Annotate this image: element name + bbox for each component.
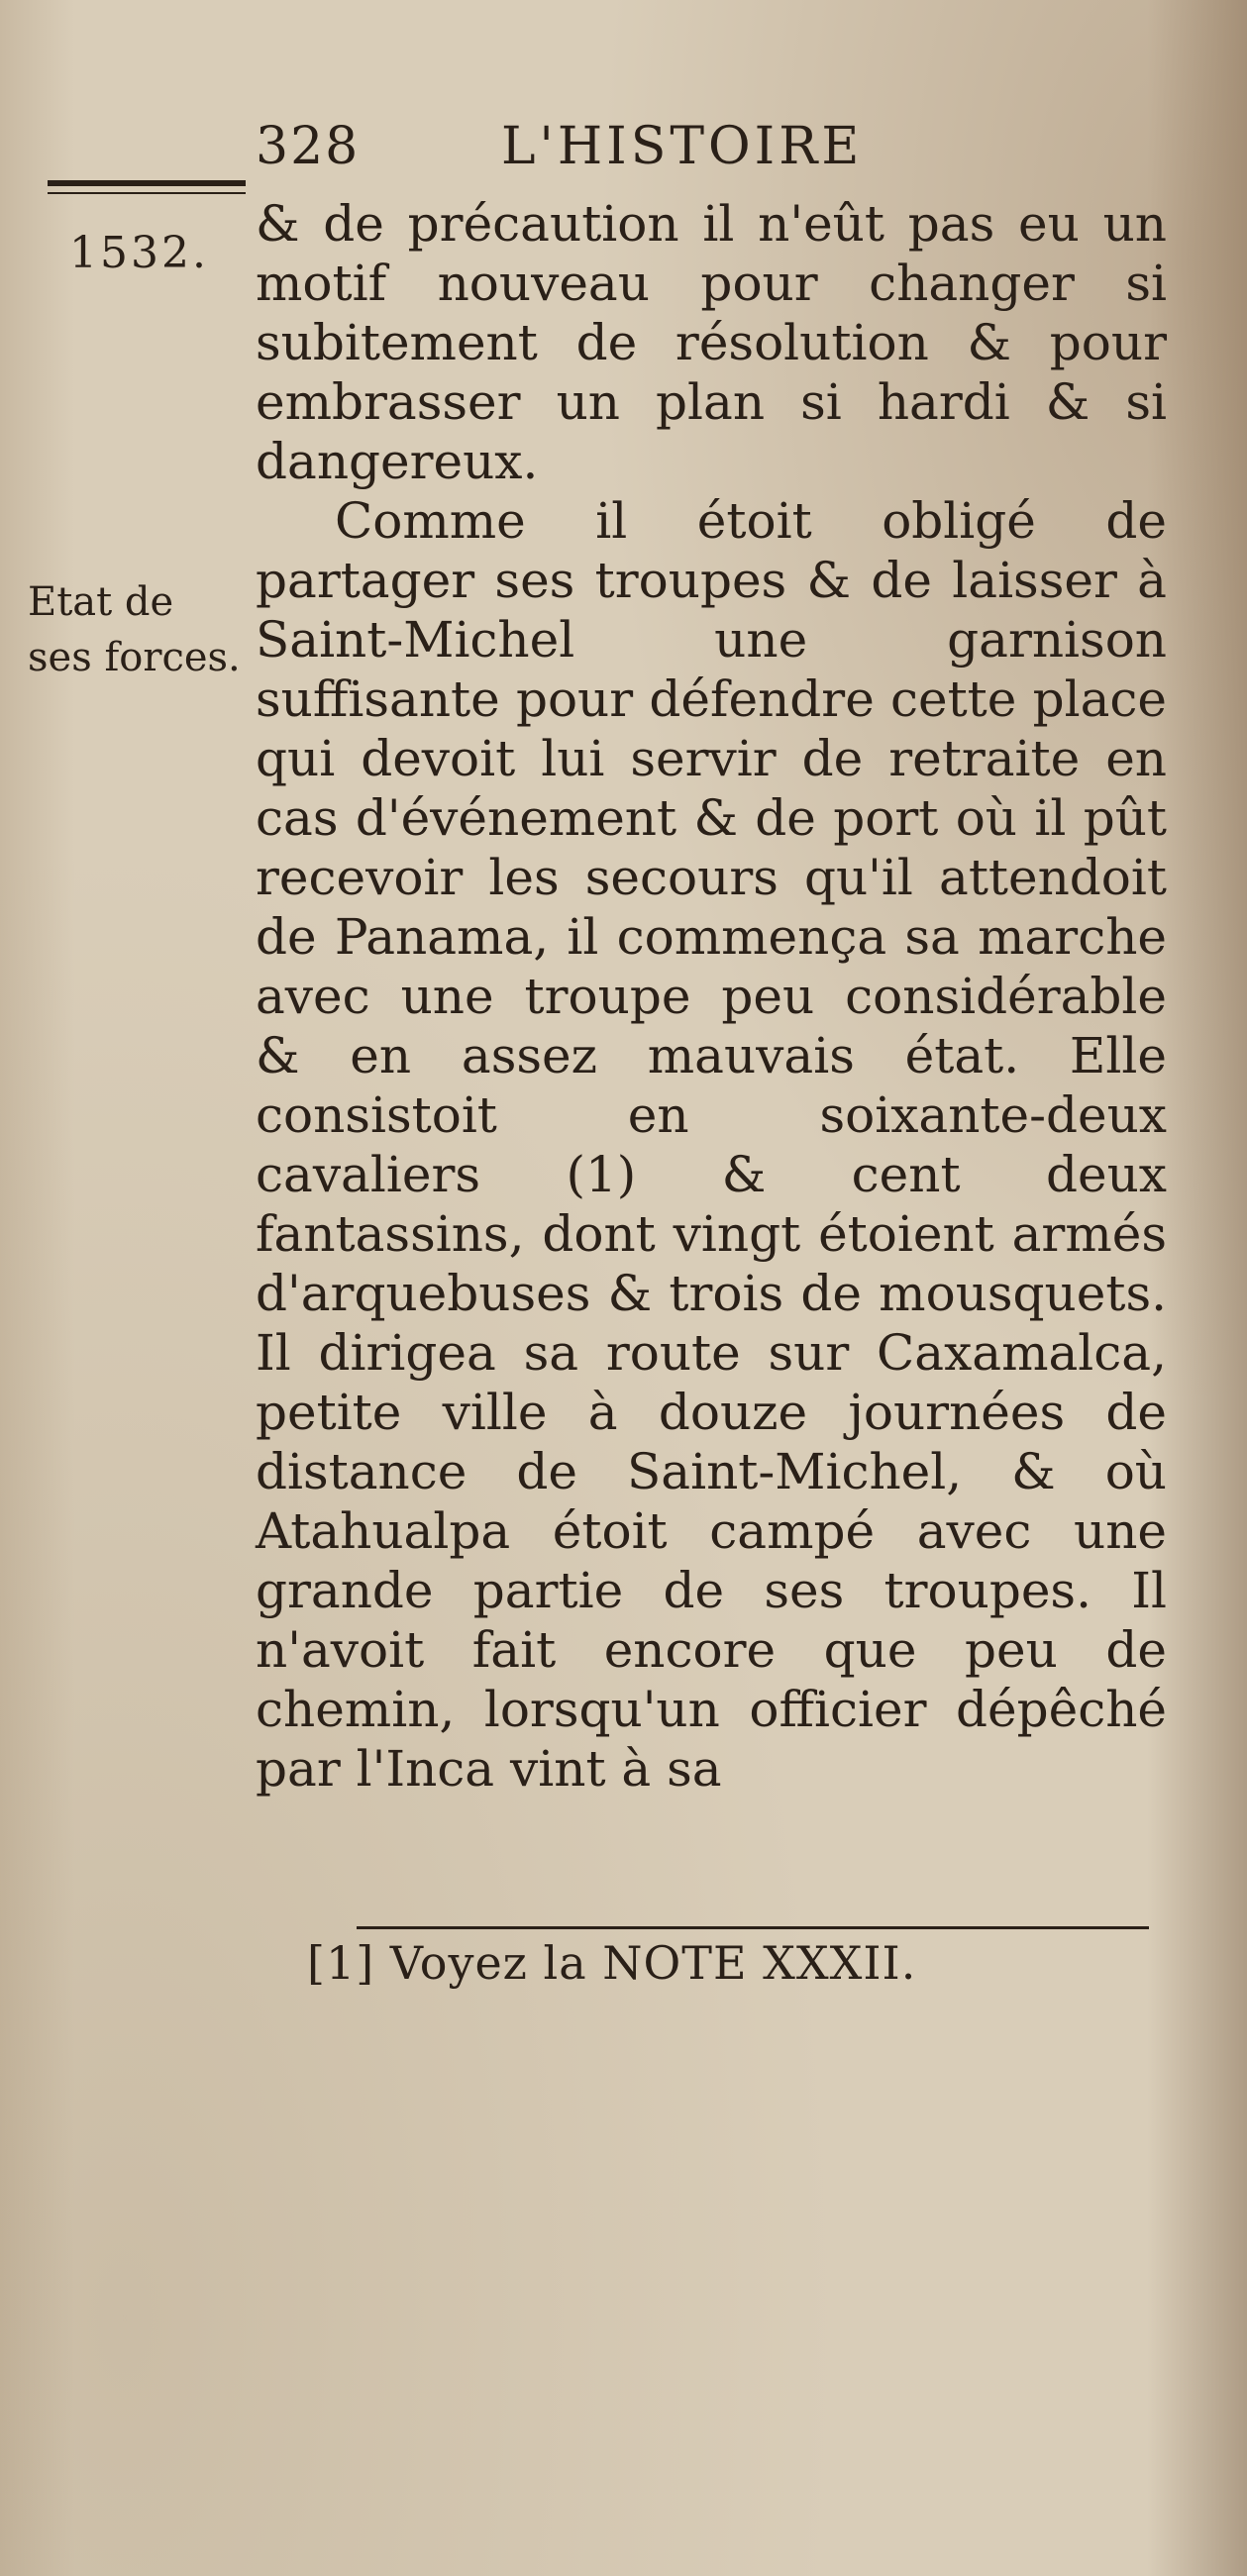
paragraph-2: Comme il étoit obligé de partager ses troupes & de laisser à Saint-Michel une garnison suffisante pour défendre cette place qui devoit lui servir de retraite en cas d'événement & de port où il pût recevoir les secours qu'il attendoit de Panama, il commença sa marche avec une troupe peu considérable & en assez mauvais état. Elle consistoit en soixante-deux cavaliers (1) & cent deux fantassins, dont vingt étoient armés d'arquebuses & trois de mousquets. Il dirigea sa route sur Caxamalca, petite ville à douze journées de distance de Saint-Michel, & où Atahualpa étoit campé avec une grande partie de ses troupes. Il n'avoit fait encore que peu de chemin, lorsqu'un officier dépêché par l'Inca vint à sa	[256, 492, 1167, 1798]
paragraph-1: & de précaution il n'eût pas eu un motif nouveau pour changer si subitement de résolution & pour embrasser un plan si hardi & si dangereux.	[256, 195, 1167, 490]
running-title: L'HISTOIRE	[501, 117, 864, 176]
page-number: 328	[256, 117, 361, 176]
body-text	[256, 194, 1167, 1799]
margin-year: 1532.	[69, 228, 209, 278]
margin-note: Etat de ses forces.	[28, 579, 241, 680]
header-rule	[48, 180, 246, 186]
header-rule-thin	[48, 192, 246, 194]
footnote-rule	[357, 1926, 1149, 1929]
footnote: [1] Voyez la NOTE XXXII.	[307, 1936, 917, 1990]
